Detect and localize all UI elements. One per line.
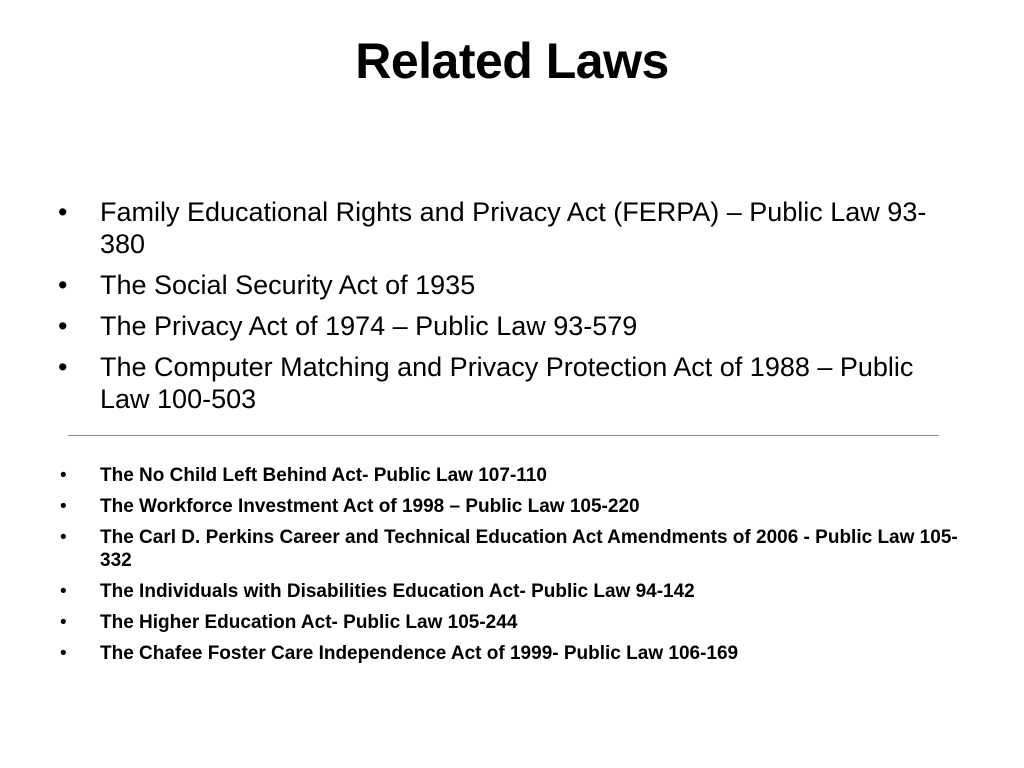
bullet-icon: •: [60, 612, 67, 633]
list-item: [58, 310, 968, 342]
list-item-text: The Privacy Act of 1974 – Public Law 93-579: [100, 311, 638, 341]
list-item-text: The Individuals with Disabilities Education Act- Public Law 94-142: [100, 581, 695, 602]
section-divider: [68, 435, 939, 436]
bullet-icon: •: [60, 527, 67, 548]
list-item-text: The No Child Left Behind Act- Public Law 107-110: [100, 465, 547, 486]
bullet-icon: •: [58, 311, 68, 341]
list-item: [58, 611, 968, 634]
list-item-text: The Workforce Investment Act of 1998 – Public Law 105-220: [100, 496, 640, 517]
bullet-icon: •: [60, 465, 67, 486]
list-item-text: The Higher Education Act- Public Law 105-244: [100, 612, 518, 633]
list-item-text: The Computer Matching and Privacy Protection Act of 1988 – Public Law 100-503: [100, 352, 914, 414]
bullet-icon: •: [58, 197, 68, 227]
main-law-list: [58, 196, 968, 424]
list-item: [58, 526, 968, 572]
list-item: [58, 269, 968, 301]
slide-title: Related Laws: [355, 33, 669, 89]
list-item: [58, 642, 968, 665]
list-item: [58, 464, 968, 487]
bullet-icon: •: [60, 496, 67, 517]
bullet-icon: •: [58, 270, 68, 300]
list-item: [58, 196, 968, 260]
secondary-law-list: [58, 464, 968, 673]
bullet-icon: •: [60, 643, 67, 664]
list-item: [58, 580, 968, 603]
list-item-text: The Chafee Foster Care Independence Act of 1999- Public Law 106-169: [100, 643, 739, 664]
list-item-text: The Carl D. Perkins Career and Technical Education Act Amendments of 2006 - Public Law 105-332: [100, 527, 958, 571]
list-item-text: The Social Security Act of 1935: [100, 270, 476, 300]
bullet-icon: •: [58, 352, 68, 382]
list-item-text: Family Educational Rights and Privacy Act (FERPA) – Public Law 93-380: [100, 197, 927, 259]
list-item: [58, 351, 968, 415]
bullet-icon: •: [60, 581, 67, 602]
list-item: [58, 495, 968, 518]
